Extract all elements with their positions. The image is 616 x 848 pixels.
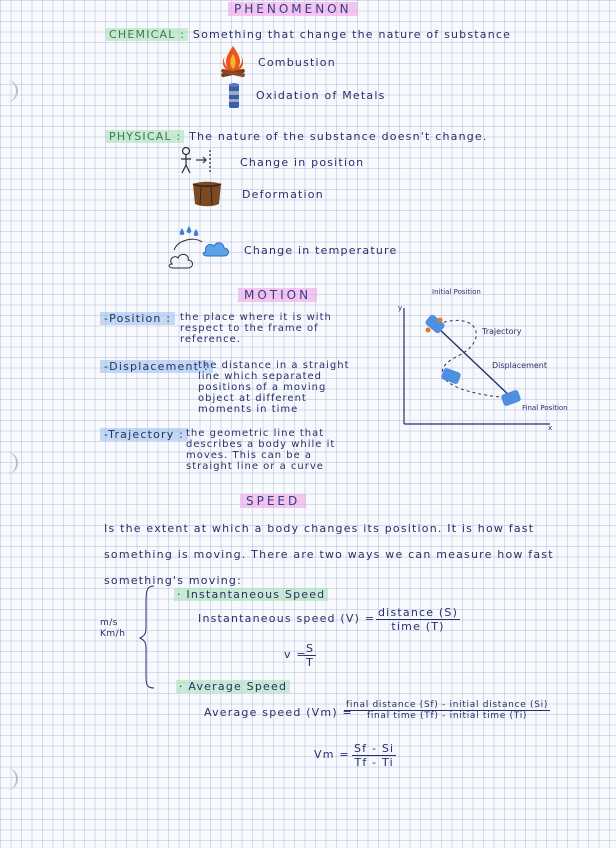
chemical-label: CHEMICAL : [106,28,188,41]
trajectory-diagram-label: Trajectory [482,327,522,336]
final-position-label: Final Position [522,404,568,412]
trajectory-definition: the geometric line that describes a body while it moves. This can be a straight line or a curve [186,428,336,472]
change-position-label: Change in position [240,156,365,169]
water-cycle-icon [164,224,240,276]
combustion-label: Combustion [258,56,336,69]
heading-phenomenon: PHENOMENON [228,2,358,16]
chemical-definition: Something that change the nature of substance [192,28,512,41]
initial-position-label: Initial Position [432,288,481,296]
position-definition: the place where it is with respect to the frame of reference. [180,312,332,345]
physical-line [106,130,488,143]
vm-lhs: Vm = [314,748,350,761]
position-term: -Position : [100,312,175,325]
binder-hole [0,768,18,790]
average-formula-label: Average speed (Vm) = [204,706,353,719]
rusty-metal-icon [226,82,242,112]
change-temperature-label: Change in temperature [244,244,398,257]
motion-diagram [398,288,568,432]
deformation-label: Deformation [242,188,324,201]
chemical-line [106,28,511,41]
speed-intro: Is the extent at which a body changes its position. It is how fast something is moving. There are two ways we can measure how fast something's moving: [104,522,554,587]
vm-fraction: $\frac{Sf - Si}{Tf - Ti}$ [354,742,395,769]
speed-units: m/s Km/h [100,618,126,639]
instantaneous-fraction: distance (S) time (T) [378,606,459,633]
average-speed-title: · Average Speed [176,680,290,693]
oxidation-label: Oxidation of Metals [256,89,386,102]
campfire-icon [218,44,248,78]
axis-y-label: y [398,304,403,312]
trajectory-term: -Trajectory : [100,428,188,441]
v-lhs: v = [284,648,307,661]
heading-speed: SPEED [240,494,306,508]
v-fraction: $\frac{S}{T}$ [306,642,315,669]
average-fraction: final distance (Sf) - initial distance (Si) final time (Tf) - initial time (Ti) [346,700,549,721]
physical-definition: The nature of the substance doesn't change. [189,130,488,143]
binder-hole [0,452,18,474]
instantaneous-formula-label: Instantaneous speed (V) = [198,612,376,625]
physical-label: PHYSICAL : [106,130,184,143]
displacement-diagram-label: Displacement [492,361,547,370]
instantaneous-speed-title: · Instantaneous Speed [174,588,328,601]
displacement-term: -Displacement : [100,360,213,373]
heading-motion: MOTION [238,288,317,302]
axis-x-label: x [548,424,553,432]
deformed-box-icon [190,178,224,208]
displacement-definition: the distance in a straight line which separated positions of a moving object at different moments in time [198,360,350,415]
car-icon-final [500,389,521,406]
stick-figure-moving-icon [178,146,228,176]
brace [136,584,158,692]
car-icon-middle [440,367,461,384]
binder-hole [0,80,18,102]
